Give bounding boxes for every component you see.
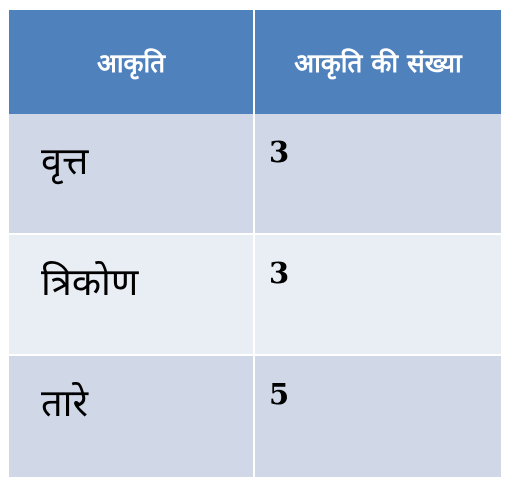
shape-cell bbox=[9, 356, 255, 477]
table-row bbox=[9, 356, 501, 477]
count-cell bbox=[255, 356, 501, 477]
table-row bbox=[9, 235, 501, 356]
header-count: आकृति की संख्या bbox=[255, 10, 501, 114]
shape-count-table bbox=[9, 10, 501, 477]
shape-name: तारे bbox=[41, 381, 89, 425]
count-cell bbox=[255, 114, 501, 235]
shape-count: 3 bbox=[269, 256, 290, 290]
shape-cell bbox=[9, 235, 255, 356]
shape-count: 3 bbox=[269, 135, 290, 169]
shape-count: 5 bbox=[269, 377, 290, 411]
shape-cell bbox=[9, 114, 255, 235]
count-cell bbox=[255, 235, 501, 356]
table-row bbox=[9, 114, 501, 235]
shape-name: त्रिकोण bbox=[41, 260, 139, 304]
shape-name: वृत्त bbox=[41, 139, 89, 183]
header-shape: आकृति bbox=[9, 10, 255, 114]
header-row bbox=[9, 10, 501, 114]
